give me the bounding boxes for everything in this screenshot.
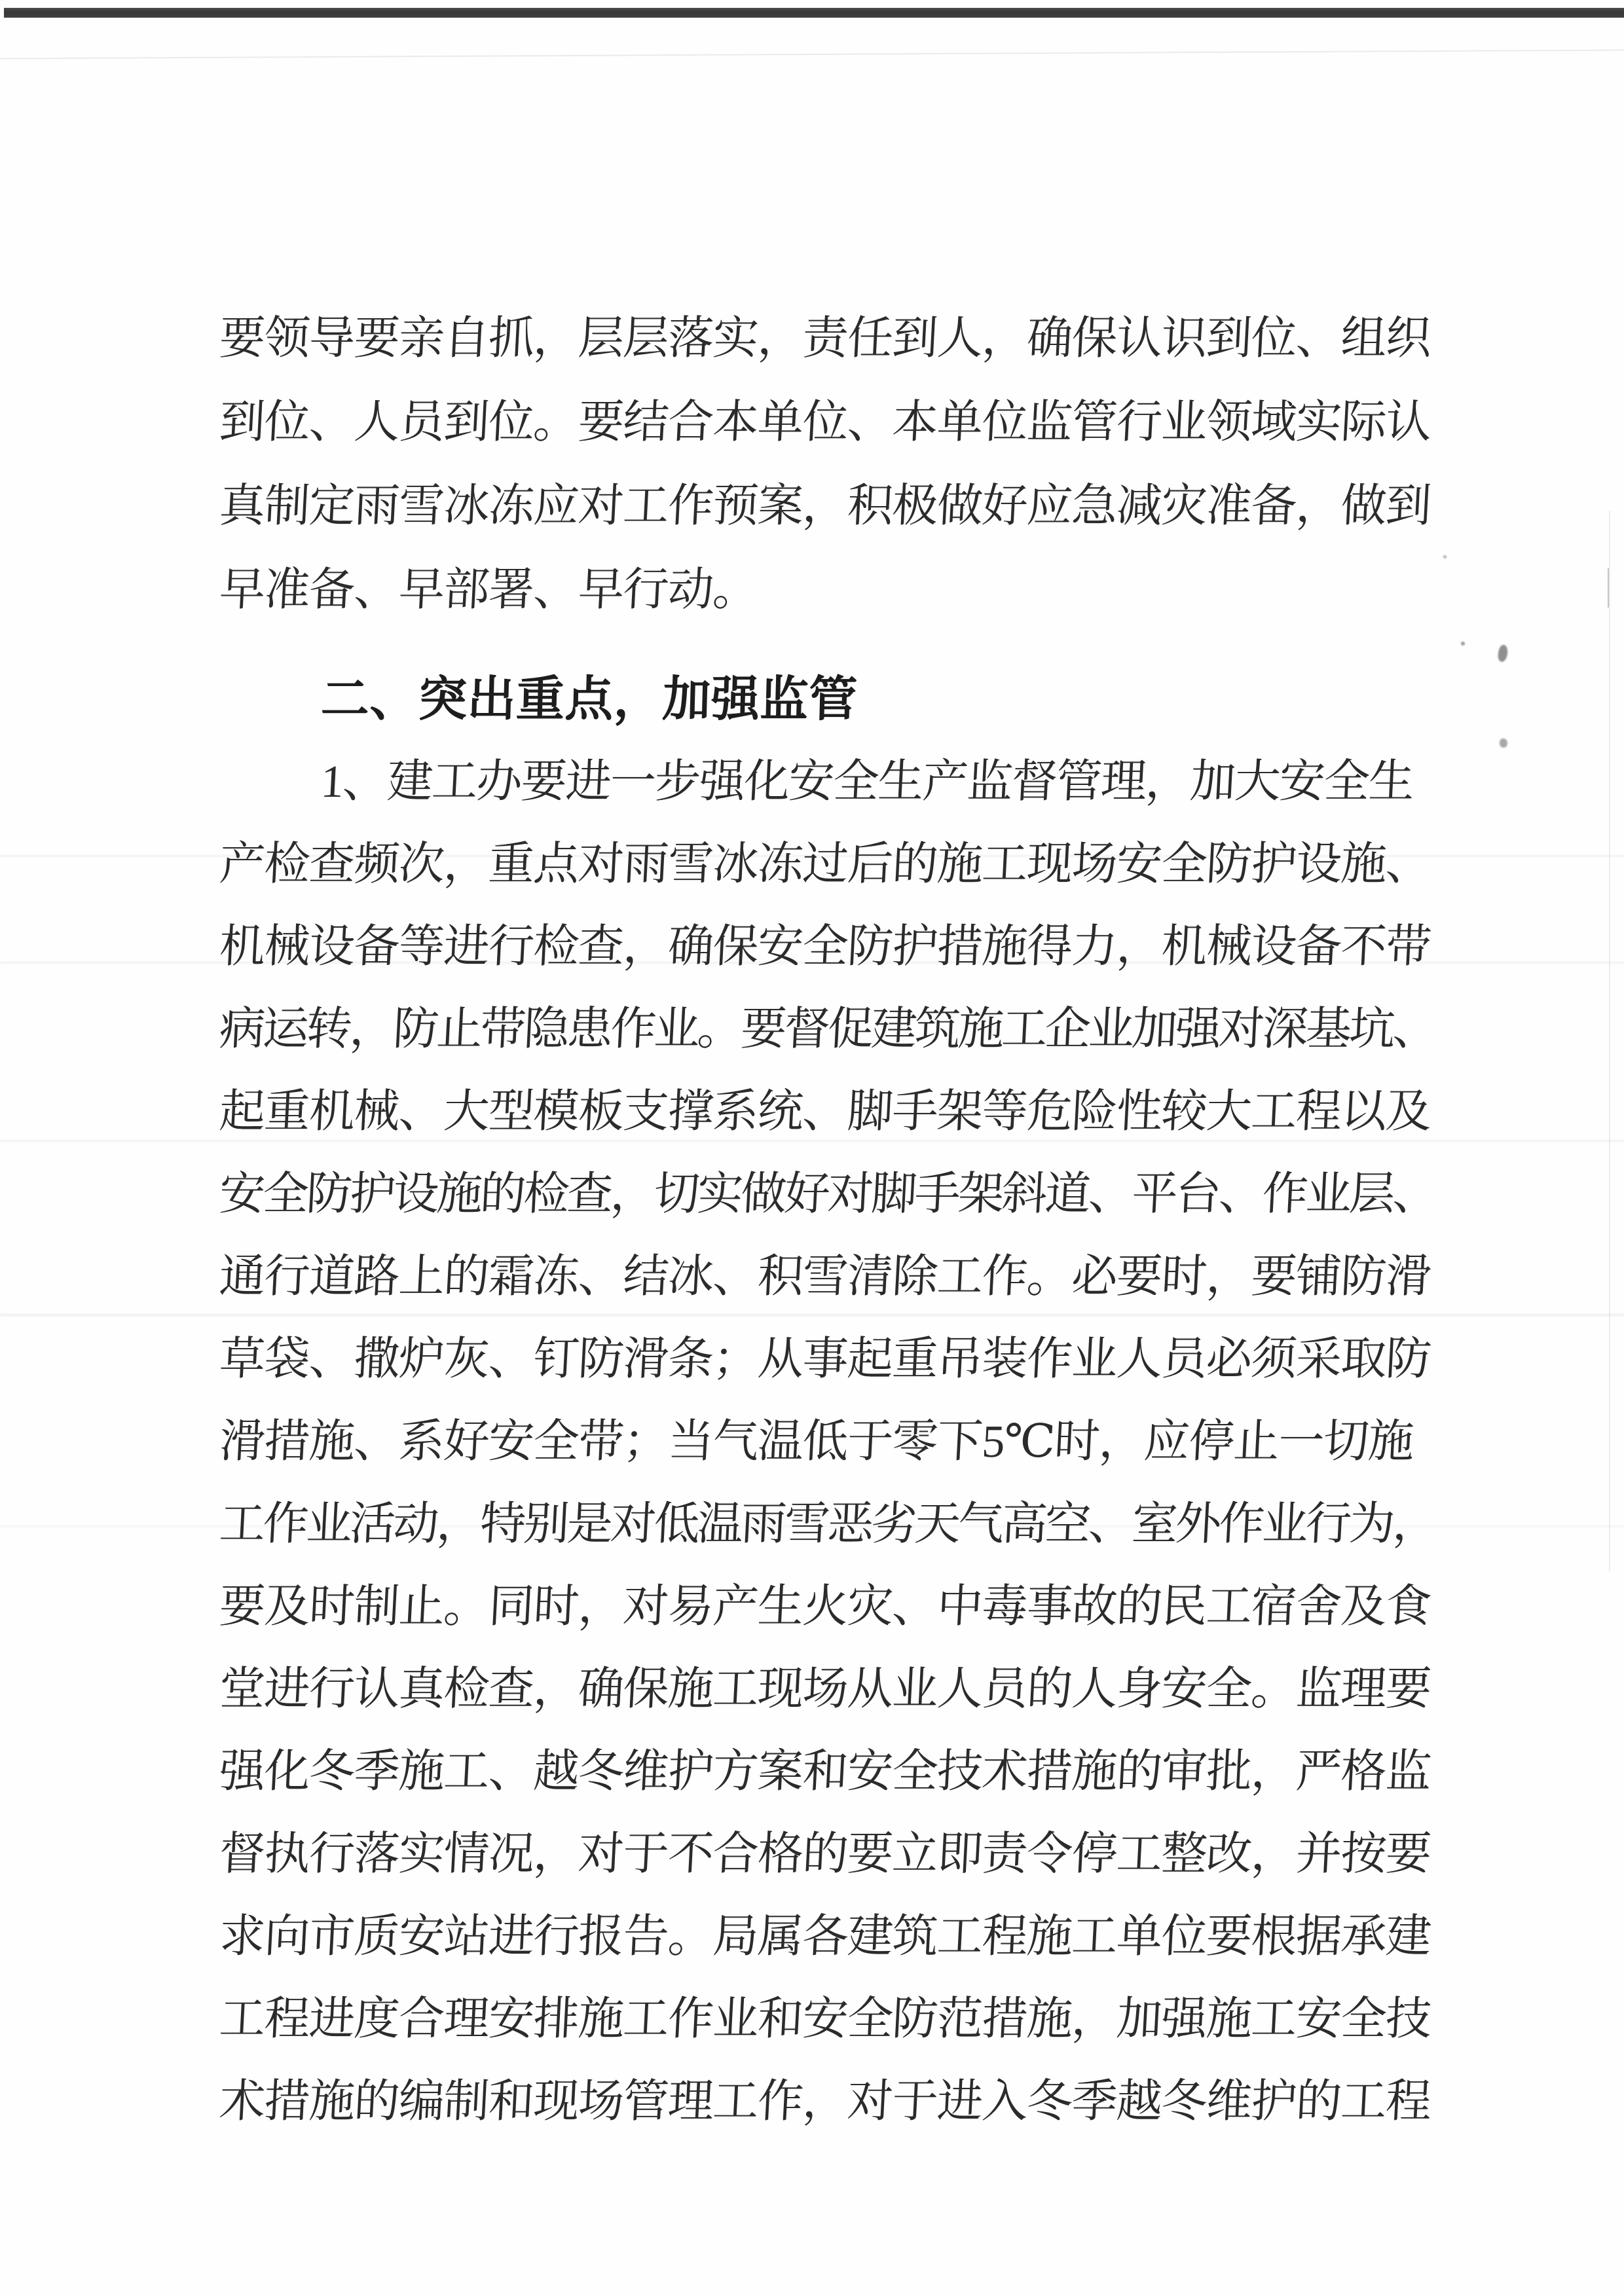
doc-line: 早准备、早部署、早行动。 <box>218 565 760 615</box>
paper-crease-line <box>0 50 1624 60</box>
doc-line: 草袋、撒炉灰、钉防滑条；从事起重吊装作业人员必须采取防 <box>218 1334 1432 1385</box>
doc-line: 起重机械、大型模板支撑系统、脚手架等危险性较大工程以及 <box>218 1087 1432 1137</box>
doc-line: 病运转，防止带隐患作业。要督促建筑施工企业加强对深基坑、 <box>218 1004 1438 1055</box>
doc-line: 1、建工办要进一步强化安全生产监督管理，加大安全生 <box>320 757 1415 807</box>
section-heading-block <box>219 657 858 741</box>
doc-line: 工作业活动，特别是对低温雨雪恶劣天气高空、室外作业行为， <box>218 1499 1438 1550</box>
doc-line: 术措施的编制和现场管理工作，对于进入冬季越冬维护的工程 <box>218 2077 1432 2127</box>
doc-line: 求向市质安站进行报告。局属各建筑工程施工单位要根据承建 <box>218 1912 1432 1962</box>
paper-speck <box>1461 642 1465 646</box>
doc-line: 产检查频次，重点对雨雪冰冻过后的施工现场安全防护设施、 <box>218 839 1432 890</box>
doc-line: 工程进度合理安排施工作业和安全防范措施，加强施工安全技 <box>218 1994 1432 2045</box>
doc-line: 滑措施、系好安全带；当气温低于零下5℃时，应停止一切施 <box>218 1417 1414 1467</box>
section-heading: 二、突出重点，加强监管 <box>320 672 858 726</box>
paper-speck <box>1443 555 1447 558</box>
doc-line: 要领导要亲自抓，层层落实，责任到人，确保认识到位、组织 <box>218 314 1432 364</box>
item1-paragraph <box>219 741 1436 2143</box>
right-margin-streak <box>1608 568 1609 608</box>
doc-line: 堂进行认真检查，确保施工现场从业人员的人身安全。监理要 <box>218 1664 1432 1715</box>
doc-line: 督执行落实情况，对于不合格的要立即责令停工整改，并按要 <box>218 1829 1432 1880</box>
scanner-edge-band <box>4 8 1624 18</box>
doc-line: 到位、人员到位。要结合本单位、本单位监管行业领域实际认 <box>218 397 1432 448</box>
paragraph-continuation <box>219 297 1431 632</box>
doc-line: 通行道路上的霜冻、结冰、积雪清除工作。必要时，要铺防滑 <box>218 1252 1432 1302</box>
paper-speck <box>1500 738 1507 748</box>
paper-speck <box>1497 644 1509 663</box>
doc-line: 强化冬季施工、越冬维护方案和安全技术措施的审批，严格监 <box>218 1747 1432 1797</box>
doc-line: 要及时制止。同时，对易产生火灾、中毒事故的民工宿舍及食 <box>218 1582 1432 1632</box>
doc-line: 安全防护设施的检查，切实做好对脚手架斜道、平台、作业层、 <box>218 1169 1438 1220</box>
right-margin-streak <box>1609 511 1610 1571</box>
doc-line: 真制定雨雪冰冻应对工作预案，积极做好应急减灾准备，做到 <box>218 481 1432 532</box>
doc-line: 机械设备等进行检查，确保安全防护措施得力，机械设备不带 <box>218 922 1432 972</box>
